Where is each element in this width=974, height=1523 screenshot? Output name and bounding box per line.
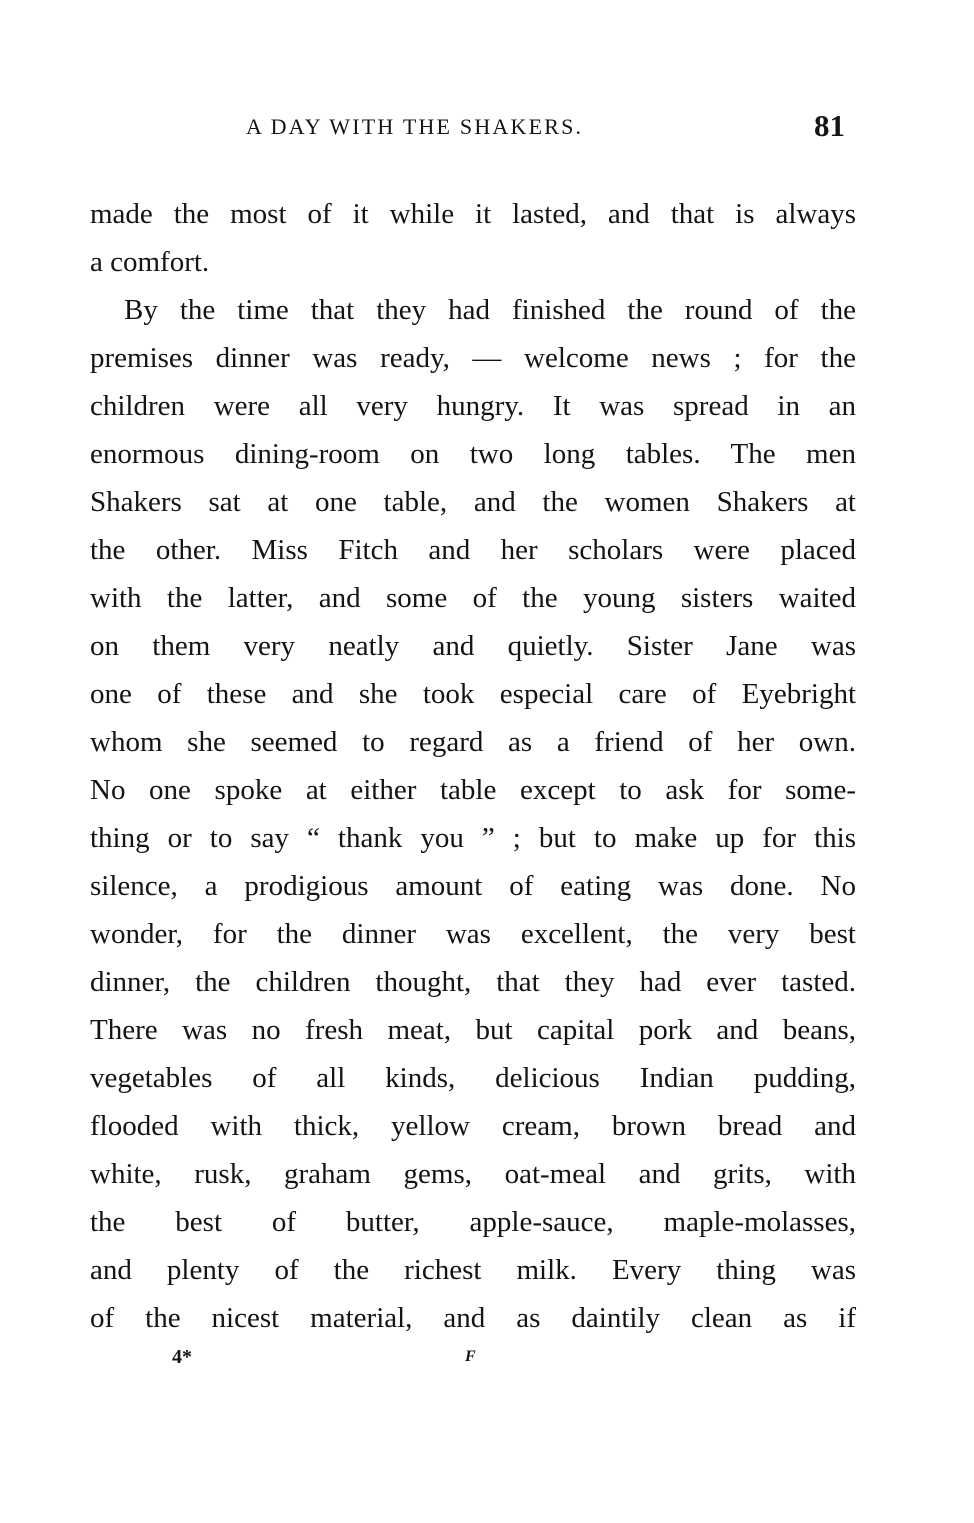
text-line: with the latter, and some of the young sisters waited bbox=[90, 582, 856, 614]
text-line: flooded with thick, yellow cream, brown bread and bbox=[90, 1110, 856, 1142]
text-line: of the nicest material, and as daintily clean as if bbox=[90, 1302, 856, 1334]
text-line: No one spoke at either table except to ask for some- bbox=[90, 774, 856, 806]
page-number: 81 bbox=[814, 108, 845, 143]
text-line: a comfort. bbox=[90, 246, 210, 278]
text-line: wonder, for the dinner was excellent, the very best bbox=[90, 918, 856, 950]
text-line: on them very neatly and quietly. Sister Jane was bbox=[90, 630, 856, 662]
text-line: Shakers sat at one table, and the women Shakers at bbox=[90, 486, 856, 518]
text-line: made the most of it while it lasted, and that is always bbox=[90, 198, 856, 230]
text-line: There was no fresh meat, but capital pork and beans, bbox=[90, 1014, 856, 1046]
text-line: vegetables of all kinds, delicious Indian pudding, bbox=[90, 1062, 856, 1094]
text-line: dinner, the children thought, that they had ever tasted. bbox=[90, 966, 856, 998]
text-line: and plenty of the richest milk. Every thing was bbox=[90, 1254, 856, 1286]
text-line: thing or to say “ thank you ” ; but to make up for this bbox=[90, 822, 856, 854]
signature-marks bbox=[0, 1346, 974, 1376]
text-line: children were all very hungry. It was spread in an bbox=[90, 390, 856, 422]
text-line: silence, a prodigious amount of eating was done. No bbox=[90, 870, 856, 902]
running-head bbox=[0, 108, 974, 152]
paragraph-start-line: By the time that they had finished the round of the bbox=[124, 294, 856, 326]
text-line: enormous dining-room on two long tables. The men bbox=[90, 438, 856, 470]
signature-letter: F bbox=[465, 1348, 476, 1365]
text-line: one of these and she took especial care of Eyebright bbox=[90, 678, 856, 710]
text-line: whom she seemed to regard as a friend of her own. bbox=[90, 726, 856, 758]
running-title: A DAY WITH THE SHAKERS. bbox=[246, 114, 584, 139]
text-line: the other. Miss Fitch and her scholars were placed bbox=[90, 534, 856, 566]
text-line: the best of butter, apple-sauce, maple-molasses, bbox=[90, 1206, 856, 1238]
body-text bbox=[90, 190, 856, 1342]
text-line: white, rusk, graham gems, oat-meal and grits, with bbox=[90, 1158, 856, 1190]
signature-number: 4* bbox=[172, 1346, 192, 1368]
text-line: premises dinner was ready, — welcome news ; for the bbox=[90, 342, 856, 374]
